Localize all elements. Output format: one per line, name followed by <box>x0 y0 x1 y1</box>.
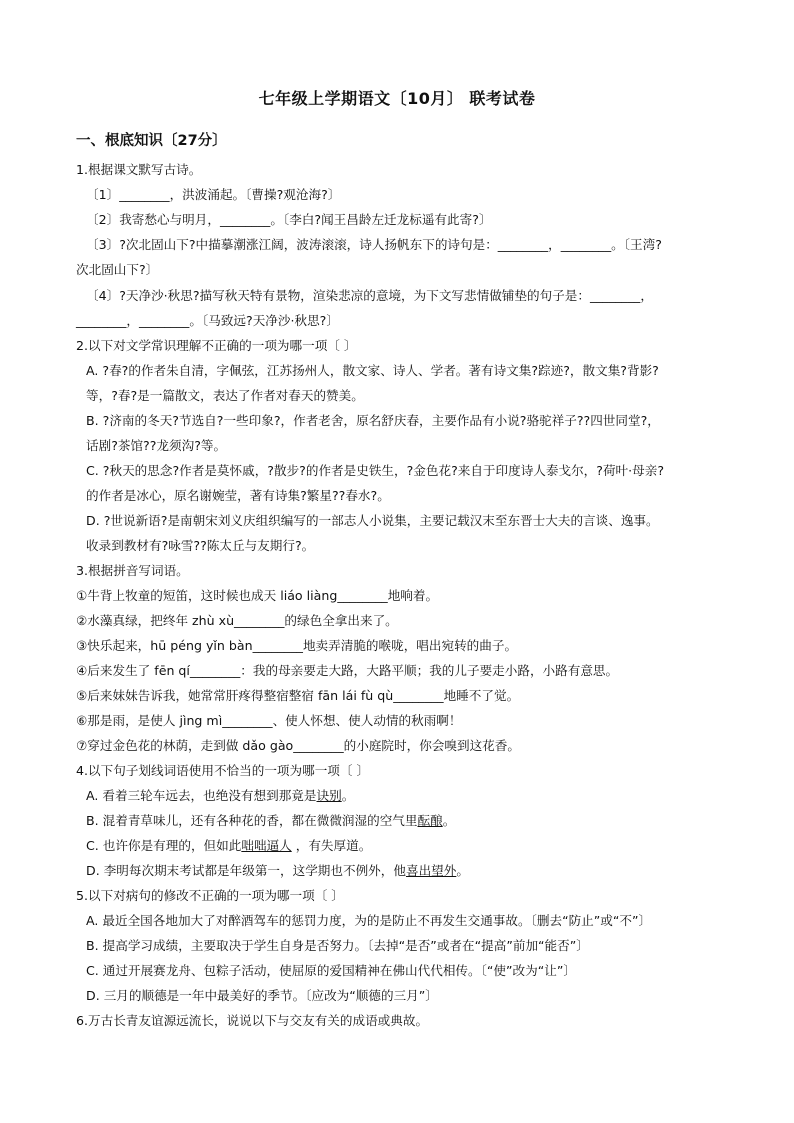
text-line <box>76 587 438 605</box>
line-text: 2.以下对文学常识理解不正确的一项为哪一项〔 〕 <box>76 338 357 353</box>
line-text: ③快乐起来，hū péng yǐn bàn________地卖弄清脆的喉咙，唱出宛转的曲子。 <box>76 638 518 653</box>
underlined-word: 咄咄逼人 <box>241 838 292 853</box>
line-text: C. 也许你是有理的，但如此 <box>86 838 242 853</box>
text-line <box>76 337 357 355</box>
line-text: B. 提高学习成绩，主要取决于学生自身是否努力。〔去掉“是否”或者在“提高”前加“能否”〕 <box>86 938 589 953</box>
text-line <box>86 287 653 305</box>
text-line <box>76 762 369 780</box>
underlined-word: 酝酿 <box>417 813 443 828</box>
line-text: 。 <box>341 788 355 803</box>
text-line <box>76 687 519 705</box>
line-text: 5.以下对病句的修改不正确的一项为哪一项〔 〕 <box>76 888 344 903</box>
text-line <box>76 712 461 730</box>
line-text: 〔3〕?次北固山下?中描摹潮涨江阔，波涛滚滚，诗人扬帆东下的诗句是：________，________。〔王湾? <box>86 237 662 252</box>
text-line <box>86 387 364 405</box>
line-text: 次北固山下?〕 <box>76 262 159 277</box>
text-line <box>86 487 390 505</box>
text-line <box>86 862 469 880</box>
text-line <box>76 1012 428 1030</box>
text-line <box>86 537 314 555</box>
text-line <box>76 161 201 179</box>
line-text: A. ?春?的作者朱自清，字佩弦，江苏扬州人，散文家、诗人、学者。著有诗文集?踪迹?，散文集?背影? <box>86 363 659 378</box>
text-line <box>76 662 618 680</box>
text-line <box>76 261 158 279</box>
text-line <box>86 211 492 229</box>
line-text: C. 通过开展赛龙舟、包粽子活动，使屈原的爱国精神在佛山代代相传。〔“使”改为“让”〕 <box>86 963 576 978</box>
underlined-word: 喜出望外 <box>405 863 457 878</box>
line-text: 〔1〕________，洪波涌起。〔曹操?观沧海?〕 <box>86 187 341 202</box>
text-line <box>86 362 659 380</box>
text-line <box>86 512 659 530</box>
line-text: 3.根据拼音写词语。 <box>76 563 189 578</box>
line-text: ⑥那是雨，是使人 jìng mì________、使人怀想、使人动情的秋雨啊！ <box>76 713 462 728</box>
section-heading: 一、根底知识〔27分〕 <box>76 133 227 149</box>
line-text: B. 混着青草味儿，还有各种花的香，都在微微润湿的空气里 <box>86 813 418 828</box>
line-text: 。 <box>456 863 469 878</box>
line-text: A. 最近全国各地加大了对醉酒驾车的惩罚力度，为的是防止不再发生交通事故。〔删去“防止”或“不”〕 <box>86 913 652 928</box>
text-line <box>86 912 651 930</box>
text-line <box>76 737 520 755</box>
text-line <box>86 812 455 830</box>
line-text: ①牛背上牧童的短笛，这时候也成天 liáo liàng________地响着。 <box>76 588 439 603</box>
page-title: 七年级上学期语文〔10月〕 联考试卷 <box>258 89 536 108</box>
line-text: D. 三月的顺德是一年中最美好的季节。〔应改为“顺德的三月”〕 <box>86 988 438 1003</box>
line-text: ，有失厚道。 <box>291 838 372 853</box>
line-text: C. ?秋天的思念?作者是莫怀戚，?散步?的作者是史铁生，?金色花?来自于印度诗人泰戈尔，?荷叶·母亲? <box>86 463 665 478</box>
text-line <box>76 562 189 580</box>
line-text: 〔2〕我寄愁心与明月，________。〔李白?闻王昌龄左迁龙标遥有此寄?〕 <box>86 212 492 227</box>
text-line <box>86 186 340 204</box>
text-line <box>86 837 371 855</box>
text-line <box>86 462 664 480</box>
line-text: 〔4〕?天净沙·秋思?描写秋天特有景物，渲染悲凉的意境，为下文写悲情做铺垫的句子是：________， <box>86 288 653 303</box>
line-text: 的作者是冰心，原名谢婉莹，著有诗集?繁星??春水?。 <box>86 488 390 503</box>
line-text: B. ?济南的冬天?节选自?一些印象?，作者老舍，原名舒庆春，主要作品有小说?骆驼祥子??四世同堂?， <box>86 413 660 428</box>
line-text: 4.以下句子划线词语使用不恰当的一项为哪一项〔 〕 <box>76 763 370 778</box>
text-line <box>76 312 339 330</box>
line-text: 。 <box>442 813 456 828</box>
text-line <box>76 612 398 630</box>
line-text: A. 看着三轮车远去，也绝没有想到那竟是 <box>86 788 317 803</box>
text-line <box>86 437 226 455</box>
text-line <box>86 787 354 805</box>
line-text: D. 李明每次期末考试都是年级第一，这学期也不例外，他 <box>86 863 406 878</box>
line-text: D. ?世说新语?是南朝宋刘义庆组织编写的一部志人小说集，主要记载汉末至东晋士大夫的言谈、逸事。 <box>86 513 659 528</box>
line-text: ②水藻真绿，把终年 zhù xù________的绿色全拿出来了。 <box>76 613 398 628</box>
line-text: ⑦穿过金色花的林荫，走到做 dǎo gào________的小庭院时，你会嗅到这花香。 <box>76 738 520 753</box>
line-text: 话剧?茶馆??龙须沟?等。 <box>86 438 227 453</box>
underlined-word: 诀别 <box>316 788 342 803</box>
line-text: 收录到教材有?咏雪??陈太丘与友期行?。 <box>86 538 315 553</box>
text-line <box>86 987 438 1005</box>
line-text: 1.根据课文默写古诗。 <box>76 162 202 177</box>
text-line <box>76 887 344 905</box>
line-text: 6.万古长青友谊源远流长，说说以下与交友有关的成语或典故。 <box>76 1013 429 1028</box>
text-line <box>86 412 660 430</box>
text-line <box>86 962 576 980</box>
line-text: ________，________。〔马致远?天净沙·秋思?〕 <box>76 313 339 328</box>
text-line <box>86 937 589 955</box>
line-text: 等，?春?是一篇散文，表达了作者对春天的赞美。 <box>86 388 364 403</box>
text-line <box>86 236 662 254</box>
text-line <box>76 637 517 655</box>
line-text: ⑤后来妹妹告诉我，她常常肝疼得整宿整宿 fān lái fù qù________地睡不了觉。 <box>76 688 520 703</box>
line-text: ④后来发生了 fēn qí________：我的母亲要走大路，大路平顺；我的儿子要走小路，小路有意思。 <box>76 663 619 678</box>
